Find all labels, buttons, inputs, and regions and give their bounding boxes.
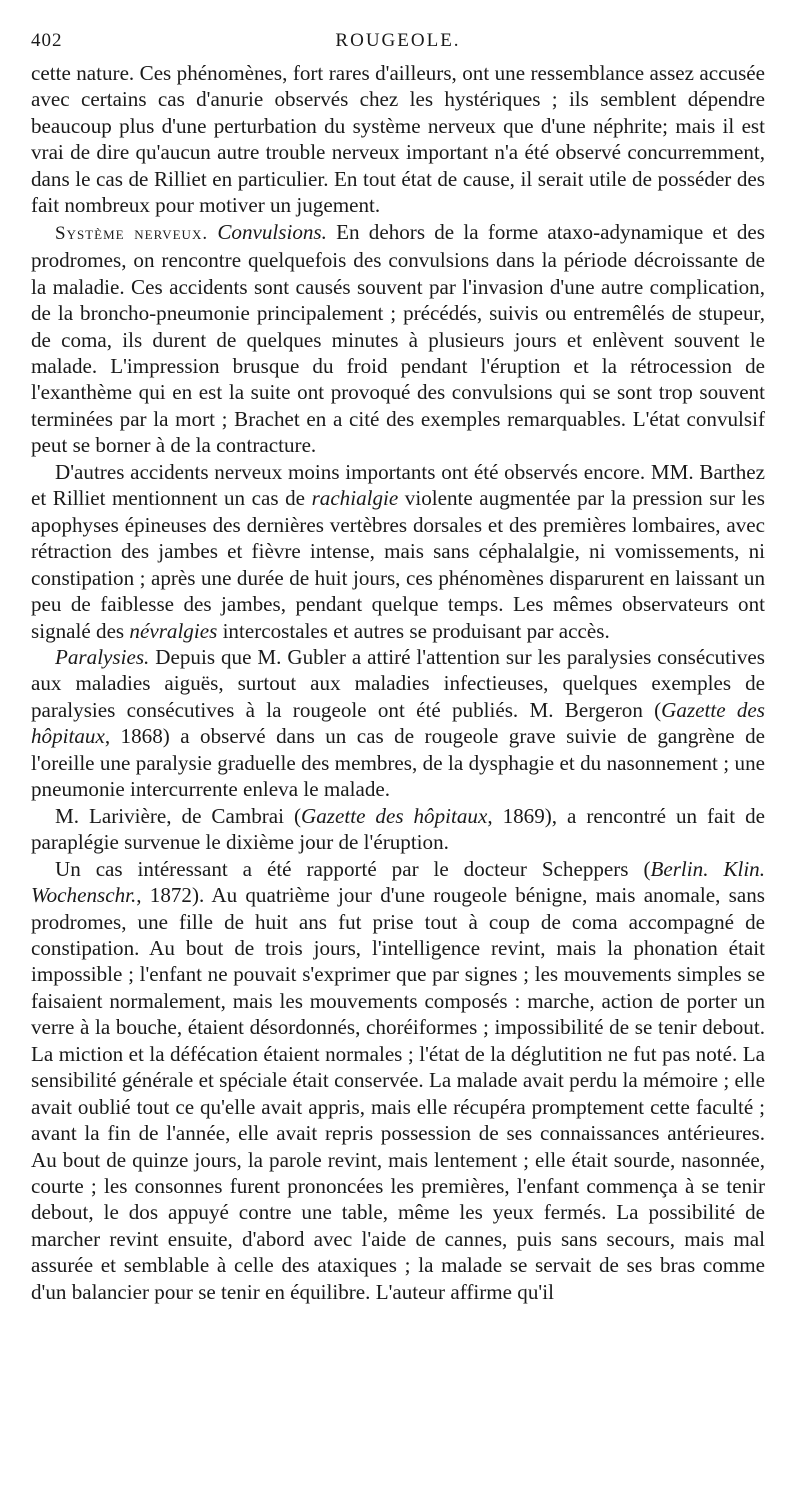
paragraph-1: [31, 60, 765, 219]
paragraph-4-text-a: Depuis que M. Gubler a attiré l'attention sur les paralysies consécutives aux maladies aiguës, surtout aux maladies infectieuses, quelques exemples de paralysies consécutives à la rougeole ont été publiés. M. Bergeron (: [31, 644, 765, 722]
paragraph-2-text: En dehors de la forme ataxo-adynamique et des prodromes, on rencontre quelquefois des convulsions dans la période décroissante de la maladie. Ces accidents sont causés souvent par l'invasion d'une autre complication, de la broncho-pneumonie principalement ; précédés, suivis ou entremêlés de stupeur, de coma, ils durent de quelques minutes à plusieurs jours et enlèvent souvent le malade. L'impression brusque du froid pendant l'éruption et la rétrocession de l'exanthème qui en est la suite ont provoqué des convulsions qui se sont trop souvent terminées par la mort ; Brachet en a cité des exemples remarquables. L'état convulsif peut se borner à de la contracture.: [31, 219, 765, 458]
paragraph-6-text-b: , 1872). Au quatrième jour d'une rougeole bénigne, mais anomale, sans prodromes, une fille de huit ans fut prise tout à coup de coma accompagné de constipation. Au bout de trois jours, l'intelligence revint, mais la phonation était impossible ; l'enfant ne pouvait s'exprimer que par signes ; les mouvements simples se faisaient normalement, mais les mouvements composés : marche, action de porter un verre à la bouche, étaient désordonnés, choréiformes ; impossibilité de se tenir debout. La miction et la défécation étaient normales ; l'état de la déglutition ne fut pas noté. La sensibilité générale et spéciale était conservée. La malade avait perdu la mémoire ; elle avait oublié tout ce qu'elle avait appris, mais elle récupéra promptement cette faculté ; avant la fin de l'année, elle avait repris possession de ses connaissances antérieures. Au bout de quinze jours, la parole revint, mais lentement ; elle était sourde, nasonnée, courte ; les consonnes furent prononcées les premières, l'enfant commença à se tenir debout, le dos appuyé contre une table, même les yeux fermés. La possibilité de marcher revint ensuite, d'abord avec l'aide de cannes, puis sans secours, mais mal assurée et semblable à celle des ataxiques ; la malade se servait de ses bras comme d'un balancier pour se tenir en équilibre. L'auteur affirme qu'il: [31, 883, 765, 1304]
paragraph-6-text-a: Un cas intéressant a été rapporté par le docteur Scheppers (: [55, 856, 651, 881]
subheading-paralysies: Paralysies.: [55, 644, 150, 669]
body-text: [31, 60, 765, 1305]
paragraph-3-text-c: intercostales et autres se produisant par accès.: [217, 618, 610, 643]
page-number: 402: [31, 30, 63, 51]
section-label: Système nerveux.: [55, 222, 209, 244]
citation-source: Gazette des hôpitaux: [301, 803, 488, 828]
paragraph-5: [31, 803, 765, 856]
paragraph-6: [31, 856, 765, 1306]
paragraph-nervous-system: [31, 219, 765, 459]
paragraph-3-text-a: D'autres accidents nerveux moins importants ont été observés encore. MM. Barthez et Rilliet mentionnent un cas de: [31, 459, 765, 511]
running-header: [31, 26, 765, 60]
paragraph-5-text-a: M. Larivière, de Cambrai (: [55, 803, 302, 828]
subheading-convulsions: Convulsions.: [217, 219, 327, 244]
citation-source: Gazette des hôpitaux: [31, 697, 766, 749]
paragraph-4-text-b: , 1868) a observé dans un cas de rougeole grave suivie de gangrène de l'oreille une paralysie graduelle des membres, de la dysphagie et du nasonnement ; une pneumonie intercurrente enleva le malade.: [31, 724, 765, 802]
term-nevralgies: névralgies: [129, 618, 218, 643]
book-page: [31, 26, 765, 1305]
paragraph-5-text-b: , 1869), a rencontré un fait de paraplégie survenue le dixième jour de l'éruption.: [31, 803, 766, 855]
term-rachialgie: rachialgie: [311, 486, 399, 511]
paragraph-3: [31, 459, 765, 644]
paragraph-paralysies: [31, 644, 765, 803]
paragraph-1-text: cette nature. Ces phénomènes, fort rares d'ailleurs, ont une ressemblance assez accusée avec certains cas d'anurie observés chez les hystériques ; ils semblent dépendre beaucoup plus d'une perturbation du système nerveux que d'une néphrite; mais il est vrai de dire qu'aucun autre trouble nerveux important n'a été observé concurremment, dans le cas de Rilliet en particulier. En tout état de cause, il serait utile de posséder des fait nombreux pour motiver un jugement.: [31, 61, 765, 218]
running-title: ROUGEOLE.: [335, 30, 461, 51]
paragraph-3-text-b: violente augmentée par la pression sur les apophyses épineuses des dernières vertèbres dorsales et des premières lombaires, avec rétraction des jambes et fièvre intense, mais sans céphalalgie, ni vomissements, ni constipation ; après une durée de huit jours, ces phénomènes disparurent en laissant un peu de faiblesse des jambes, pendant quelque temps. Les mêmes observateurs ont signalé des: [31, 486, 765, 643]
citation-source: Berlin. Klin. Wochenschr.: [31, 856, 765, 908]
